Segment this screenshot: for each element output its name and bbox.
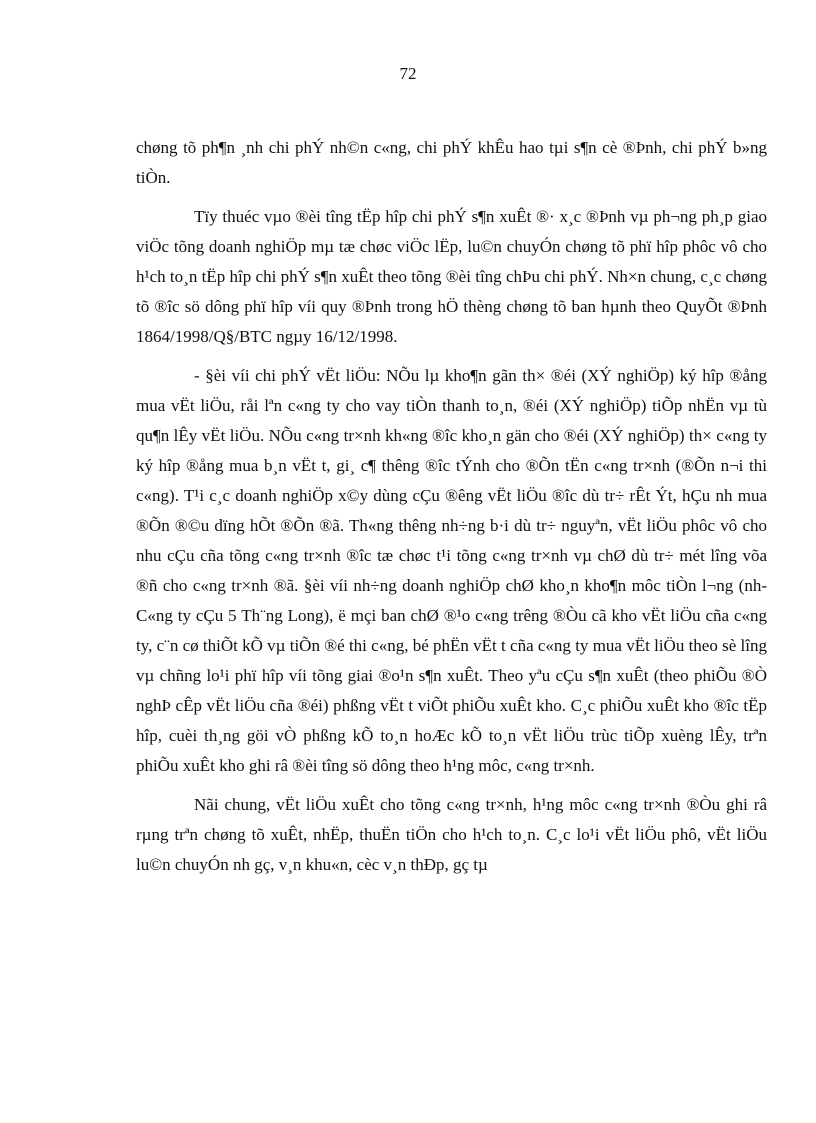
page-number: 72: [399, 64, 417, 83]
paragraph-cost-allocation: Tïy thuéc vµo ®èi tîng tËp hîp chi phÝ s¶n xuÊt ®· x¸c ®Þnh vµ ph¬ng ph¸p giao viÖc tõng doanh nghiÖp mµ tæ chøc viÖc lËp, lu©n chuyÓn chøng tõ phï hîp phôc vô cho h¹ch to¸n tËp hîp chi phÝ s¶n xuÊt theo tõng ®èi tîng chÞu chi phÝ. Nh×n chung, c¸c chøng tõ ®îc sö dông phï hîp víi quy ®Þnh trong hÖ thèng chøng tõ ban hµnh theo QuyÕt ®Þnh 1864/1998/Q§/BTC ngµy 16/12/1998.: [136, 207, 767, 346]
paragraph-material-costs: - §èi víi chi phÝ vËt liÖu: NÕu lµ kho¶n gãn th× ®éi (XÝ nghiÖp) ký hîp ®ång mua vËt liÖu, råi lªn c«ng ty cho vay tiÒn thanh to¸n, ®éi (XÝ nghiÖp) tiÕp nhËn vµ tù qu¶n lÊy vËt liÖu. NÕu c«ng tr×nh kh«ng ®îc kho¸n gän cho ®éi (XÝ nghiÖp) th× c«ng ty ký hîp ®ång mua b¸n vËt t, gi¸ c¶ thêng ®îc tÝnh cho ®Õn tËn c«ng tr×nh (®Õn n¬i thi c«ng). T¹i c¸c doanh nghiÖp x©y dùng cÇu ®êng vËt liÖu ®îc dù tr÷ rÊt Ýt, hÇu nh mua ®Õn ®©u dïng hÕt ®Õn ®ã. Th«ng thêng nh÷ng b·i dù tr÷ nguyªn, vËt liÖu phôc vô cho nhu cÇu cña tõng c«ng tr×nh ®îc tæ chøc t¹i tõng c«ng tr×nh vµ chØ dù tr÷ mét lîng võa ®ñ cho c«ng tr×nh ®ã. §èi víi nh÷ng doanh nghiÖp chØ kho¸n kho¶n môc tiÒn l¬ng (nh C«ng ty cÇu 5 Th¨ng Long), ë mçi ban chØ ®¹o c«ng trêng ®Òu cã kho vËt liÖu cña c«ng ty, c¨n cø thiÕt kÕ vµ tiÕn ®é thi c«ng, bé phËn vËt t cña c«ng ty mua vËt liÖu theo sè lîng vµ chñng lo¹i phï hîp víi tõng giai ®o¹n s¶n xuÊt. Theo yªu cÇu s¶n xuÊt (theo phiÕu ®Ò nghÞ cÊp vËt liÖu cña ®éi) phßng vËt t viÕt phiÕu xuÊt kho. C¸c phiÕu xuÊt kho ®îc tËp hîp, cuèi th¸ng göi vÒ phßng kÕ to¸n hoÆc kÕ to¸n vËt liÖu trùc tiÕp xuèng lÊy, trªn phiÕu xuÊt kho ghi râ ®èi tîng sö dông theo h¹ng môc, c«ng tr×nh.: [136, 366, 767, 775]
paragraph-continued: chøng tõ ph¶n ¸nh chi phÝ nh©n c«ng, chi phÝ khÊu hao tµi s¶n cè ®Þnh, chi phÝ b»ng tiÒn.: [136, 138, 767, 187]
paragraph-summary: Nãi chung, vËt liÖu xuÊt cho tõng c«ng tr×nh, h¹ng môc c«ng tr×nh ®Òu ghi râ rµng trªn chøng tõ xuÊt, nhËp, thuËn tiÖn cho h¹ch to¸n. C¸c lo¹i vËt liÖu phô, vËt liÖu lu©n chuyÓn nh gç, v¸n khu«n, cèc v¸n thÐp, gç tµ: [136, 795, 767, 874]
document-body: [136, 133, 767, 889]
